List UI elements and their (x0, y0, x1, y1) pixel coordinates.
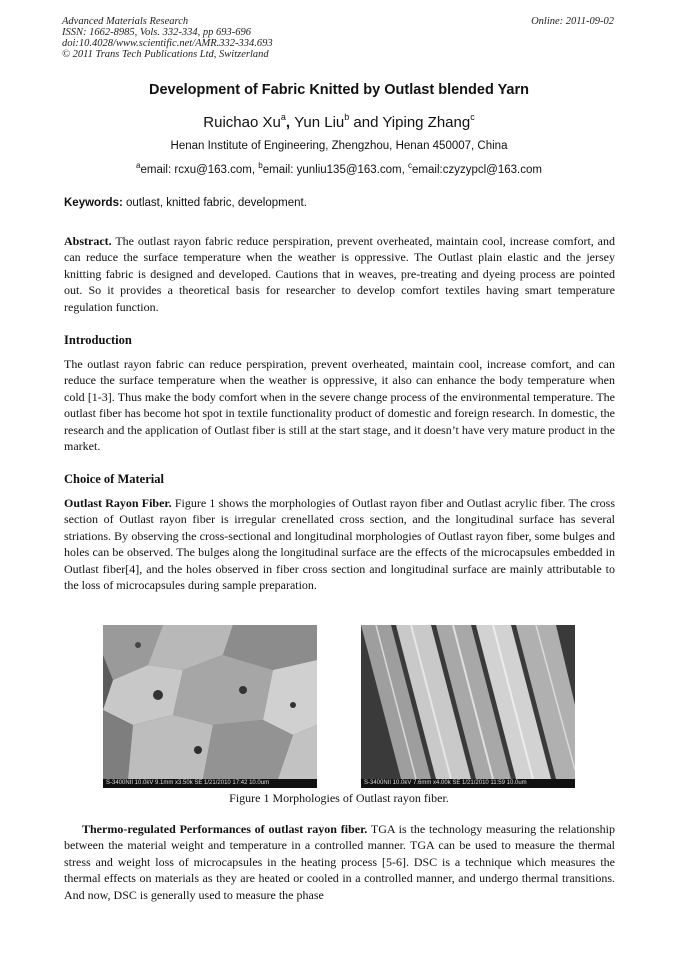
author-name: Ruichao Xu (203, 114, 281, 131)
section-heading-introduction: Introduction (64, 333, 132, 347)
author-affil-mark: a (280, 112, 286, 122)
email-address: email: rcxu@163.com, (140, 163, 259, 176)
journal-doi: doi:10.4028/www.scientific.net/AMR.332-334.693 (62, 38, 273, 49)
material-paragraph (64, 495, 615, 593)
online-date: Online: 2011-09-02 (531, 16, 614, 27)
author-separator: , (285, 114, 295, 131)
author-name: Yun Liu (294, 114, 345, 131)
keywords (64, 197, 307, 209)
figure-caption: Figure 1 Morphologies of Outlast rayon fiber. (229, 791, 449, 805)
abstract-text: The outlast rayon fabric reduce perspiration, prevent overheated, maintain cool, increase comfort, and can reduce the surface temperature when the weather is oppressive. The Outlast plain elastic and the jersey knitting fabric is designed and developed. Cautions that in weaves, pre-treating and dyeing process are pointed out. So it provides a theoretical basis for researcher to develop comfort textiles having smart temperature regulation function. (64, 234, 615, 314)
author-name: Yiping Zhang (382, 114, 471, 131)
journal-copyright: © 2011 Trans Tech Publications Ltd, Switzerland (62, 49, 269, 60)
sem-image-longitudinal (361, 625, 575, 788)
email-address: email:czyzypcl@163.com (412, 163, 542, 176)
section-heading-material: Choice of Material (64, 472, 164, 486)
email-address: email: yunliu135@163.com, (262, 163, 409, 176)
keywords-label: Keywords: (64, 197, 123, 209)
paper-title: Development of Fabric Knitted by Outlast blended Yarn (148, 82, 530, 98)
material-text: Figure 1 shows the morphologies of Outlast rayon fiber and Outlast acrylic fiber. The cross section of Outlast rayon fiber is irregular crenellated cross section, and the longitudinal surface has several striations. By observing the cross-sectional and longitudinal morphologies of Outlast rayon fiber, some bulges and holes can be observed. The bulges along the longitudinal surface are the effects of the microcapsules embedded in Outlast fiber[4], and the holes observed in fiber cross section and longitudinal surface are mainly attributable to the loss of microcapsules during sample preparation. (64, 496, 615, 593)
sem-info-bar: S-3400NII 10.0kV 7.6mm x4.00k SE 1/21/2010 11:59 10.0um (361, 779, 575, 788)
journal-issn: ISSN: 1662-8985, Vols. 332-334, pp 693-696 (62, 27, 251, 38)
author-list (40, 113, 638, 131)
email-mark: c (408, 161, 413, 170)
keywords-text: outlast, knitted fabric, development. (122, 197, 307, 209)
email-mark: a (136, 161, 141, 170)
affiliation: Henan Institute of Engineering, Zhengzhou, Henan 450007, China (170, 140, 508, 152)
journal-header (62, 16, 273, 60)
abstract-label: Abstract. (64, 234, 112, 248)
author-affil-mark: b (344, 112, 350, 122)
sem-info-bar: S-3400NII 10.0kV 9.1mm x3.50k SE 1/21/2010 17:42 10.0um (103, 779, 317, 788)
thermo-paragraph (64, 821, 615, 903)
sem-image-cross-section (103, 625, 317, 788)
author-emails (40, 161, 638, 176)
author-separator: and (349, 114, 383, 131)
author-affil-mark: c (470, 112, 475, 122)
journal-name: Advanced Materials Research (62, 16, 189, 27)
introduction-paragraph: The outlast rayon fabric can reduce perspiration, prevent overheated, maintain cool, increase comfort, and can reduce the surface temperature when the weather is oppressive, it also can enhance the body temperature when cold [1-3]. Thus make the body comfort when in the severe change process of the environmental temperature. The outlast fiber has become hot spot in textile functionality product of domestic and foreign research. In domestic, the research and the application of Outlast fiber is still at the start stage, and it doesn’t have very mature product in the market. (64, 357, 615, 454)
thermo-text: TGA is the technology measuring the relationship between the material weight and temperature in a controlled manner. TGA can be used to measure the thermal stress and weight loss of microcapsules in the heating process [5-6]. DSC is a technique which measures the thermal effects on materials as they are heated or cooled in a controlled manner, and undergo thermal transitions. And now, DSC is generally used to measure the phase (64, 822, 615, 902)
material-lead: Outlast Rayon Fiber. (64, 496, 172, 510)
thermo-lead: Thermo-regulated Performances of outlast rayon fiber. (82, 822, 368, 836)
email-mark: b (258, 161, 263, 170)
abstract (64, 233, 615, 315)
